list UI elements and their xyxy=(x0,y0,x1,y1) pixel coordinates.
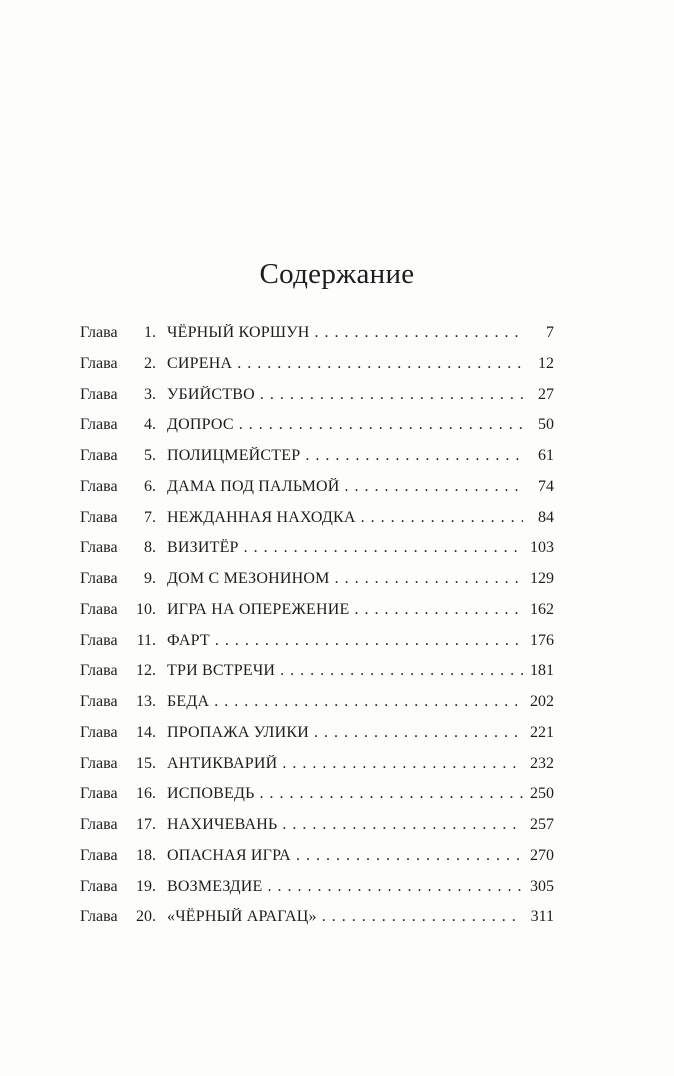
toc-entry xyxy=(80,847,554,878)
chapter-number: 20. xyxy=(136,908,156,926)
chapter-word: Глава xyxy=(80,385,118,403)
chapter-number: 17. xyxy=(136,816,156,833)
chapter-word: Глава xyxy=(80,877,118,895)
chapter-title: ОПАСНАЯ ИГРА . . . xyxy=(167,847,523,865)
chapter-word: Глава xyxy=(80,354,118,372)
page-number: 181 xyxy=(530,662,554,680)
page-number: 103 xyxy=(530,539,554,557)
page-number: 257 xyxy=(530,816,554,833)
chapter-word: Глава xyxy=(80,846,118,864)
chapter-title: ПОЛИЦМЕЙСТЕР . . . xyxy=(167,447,523,465)
chapter-title: ЧЁРНЫЙ КОРШУН . . . xyxy=(167,324,523,342)
toc-entry xyxy=(80,755,554,786)
page-title: Содержание xyxy=(259,258,415,290)
chapter-word: Глава xyxy=(80,754,118,772)
chapter-word: Глава xyxy=(80,324,118,341)
chapter-title: ТРИ ВСТРЕЧИ . . . xyxy=(167,662,523,680)
chapter-number: 15. xyxy=(136,754,156,772)
page-number: 12 xyxy=(538,354,554,372)
page-number: 250 xyxy=(530,785,554,803)
page-number: 74 xyxy=(538,477,554,495)
chapter-title: НАХИЧЕВАНЬ . . . xyxy=(167,816,523,834)
chapter-title: УБИЙСТВО . . . xyxy=(167,386,523,404)
chapter-word: Глава xyxy=(80,662,118,680)
chapter-title: «ЧЁРНЫЙ АРАГАЦ» . . . xyxy=(167,908,523,926)
chapter-title: ПРОПАЖА УЛИКИ . . . xyxy=(167,724,523,742)
toc-entry xyxy=(80,386,554,417)
chapter-word: Глава xyxy=(80,600,118,618)
page-number: 84 xyxy=(538,508,554,526)
page-number: 27 xyxy=(538,385,554,403)
chapter-word: Глава xyxy=(80,785,118,803)
toc-entry xyxy=(80,416,554,447)
page-number: 176 xyxy=(530,631,554,649)
chapter-number: 11. xyxy=(136,631,156,649)
chapter-number: 16. xyxy=(136,785,156,803)
page-number: 202 xyxy=(530,693,554,710)
toc-entry xyxy=(80,570,554,601)
chapter-word: Глава xyxy=(80,631,118,649)
chapter-word: Глава xyxy=(80,416,118,434)
chapter-word: Глава xyxy=(80,477,118,495)
page-number: 311 xyxy=(530,908,554,926)
toc-entry xyxy=(80,785,554,816)
chapter-number: 13. xyxy=(136,693,156,710)
chapter-number: 8. xyxy=(144,539,156,557)
page-number: 61 xyxy=(538,447,554,464)
page-number: 232 xyxy=(530,754,554,772)
chapter-number: 3. xyxy=(144,385,156,403)
page-number: 129 xyxy=(530,570,554,587)
chapter-title: ДОПРОС . . . xyxy=(167,416,523,434)
chapter-word: Глава xyxy=(80,723,118,741)
page-number: 162 xyxy=(530,600,554,618)
chapter-number: 2. xyxy=(144,354,156,372)
page-number: 270 xyxy=(530,846,554,864)
chapter-number: 18. xyxy=(136,846,156,864)
toc-entry xyxy=(80,509,554,540)
toc-entry xyxy=(80,632,554,663)
chapter-number: 10. xyxy=(136,600,156,618)
chapter-title: ВИЗИТЁР . . . xyxy=(167,539,523,557)
toc-entry xyxy=(80,601,554,632)
toc-entry xyxy=(80,324,554,355)
toc-entry xyxy=(80,539,554,570)
chapter-number: 19. xyxy=(136,877,156,895)
chapter-word: Глава xyxy=(80,508,118,526)
chapter-number: 1. xyxy=(144,324,156,341)
chapter-word: Глава xyxy=(80,570,118,587)
toc-entry xyxy=(80,355,554,386)
chapter-word: Глава xyxy=(80,539,118,557)
chapter-number: 12. xyxy=(136,662,156,680)
chapter-word: Глава xyxy=(80,908,118,926)
toc-entry xyxy=(80,447,554,478)
chapter-title: АНТИКВАРИЙ . . . xyxy=(167,755,523,773)
page-number: 221 xyxy=(530,723,554,741)
page-number: 305 xyxy=(530,877,554,895)
toc-entry xyxy=(80,724,554,755)
toc-entry xyxy=(80,816,554,847)
chapter-title: ДОМ С МЕЗОНИНОМ . . . xyxy=(167,570,523,588)
chapter-title: ИСПОВЕДЬ . . . xyxy=(167,785,523,803)
page-number: 7 xyxy=(546,324,554,341)
chapter-number: 14. xyxy=(136,723,156,741)
table-of-contents xyxy=(80,324,554,939)
page-number: 50 xyxy=(538,416,554,434)
toc-entry xyxy=(80,662,554,693)
chapter-title: БЕДА . . . xyxy=(167,693,523,711)
chapter-number: 7. xyxy=(144,508,156,526)
toc-entry xyxy=(80,908,554,939)
chapter-word: Глава xyxy=(80,693,118,710)
chapter-title: СИРЕНА . . . xyxy=(167,355,523,373)
chapter-number: 5. xyxy=(144,447,156,464)
chapter-word: Глава xyxy=(80,447,118,464)
toc-entry xyxy=(80,478,554,509)
chapter-title: ФАРТ . . . xyxy=(167,632,523,650)
chapter-title: ВОЗМЕЗДИЕ . . . xyxy=(167,878,523,896)
toc-entry xyxy=(80,878,554,909)
chapter-title: ИГРА НА ОПЕРЕЖЕНИЕ . . . xyxy=(167,601,523,619)
chapter-word: Глава xyxy=(80,816,118,833)
chapter-title: НЕЖДАННАЯ НАХОДКА . . . xyxy=(167,509,523,527)
chapter-title: ДАМА ПОД ПАЛЬМОЙ . . . xyxy=(167,478,523,496)
chapter-number: 6. xyxy=(144,477,156,495)
chapter-number: 9. xyxy=(144,570,156,587)
chapter-number: 4. xyxy=(144,416,156,434)
toc-entry xyxy=(80,693,554,724)
